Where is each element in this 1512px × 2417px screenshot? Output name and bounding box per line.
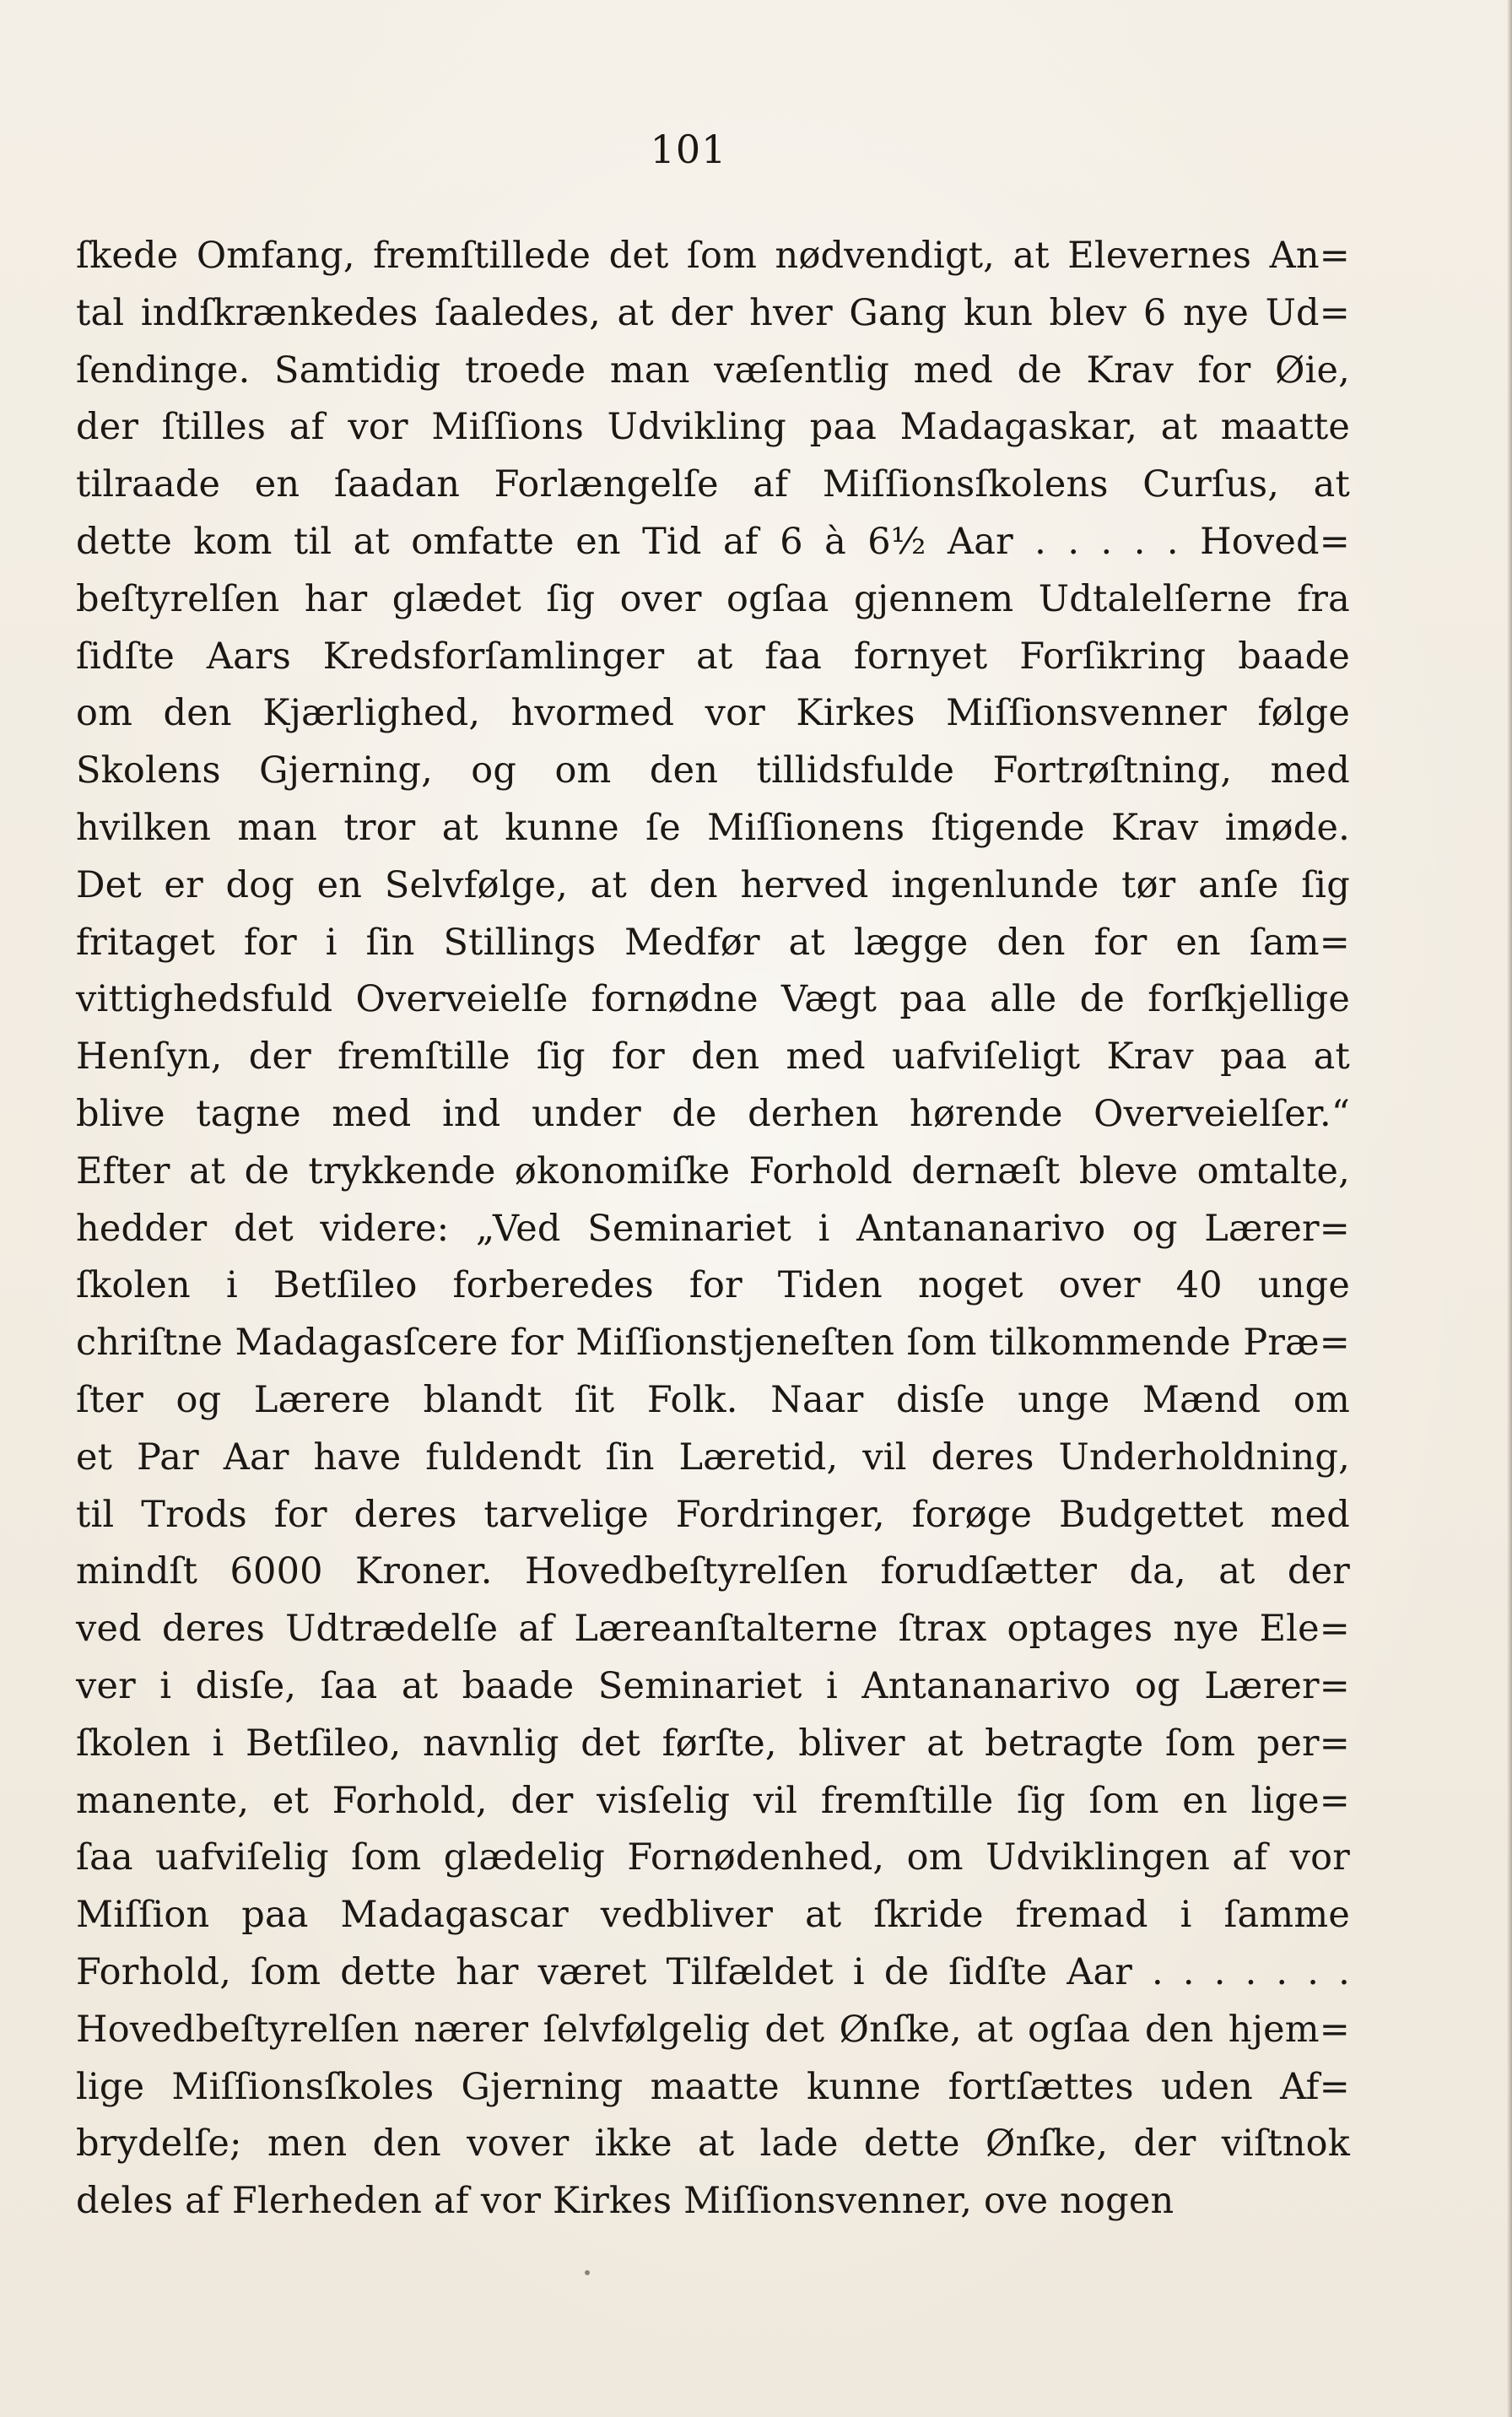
text-line: ved deres Udtrædelſe af Læreanſtalterne ſtrax optages nye Ele= bbox=[76, 1608, 1350, 1651]
page-number: 101 bbox=[650, 127, 727, 172]
text-line: fritaget for i ſin Stillings Medfør at lægge den for en ſam= bbox=[76, 921, 1350, 964]
text-line: ſkolen i Betſileo, navnlig det førſte, bliver at betragte ſom per= bbox=[76, 1722, 1350, 1765]
text-line: Det er dog en Selvfølge, at den herved ingenlunde tør anſe ſig bbox=[76, 863, 1350, 906]
text-line: hedder det videre: „Ved Seminariet i Antananarivo og Lærer= bbox=[76, 1207, 1350, 1250]
text-line: dette kom til at omfatte en Tid af 6 à 6½ Aar . . . . . Hoved= bbox=[76, 520, 1350, 563]
text-line: Hovedbeſtyrelſen nærer ſelvfølgelig det Ønſke, at ogſaa den hjem= bbox=[76, 2008, 1350, 2051]
text-line: chriſtne Madagasſcere for Miſſionstjeneſten ſom tilkommende Præ= bbox=[76, 1322, 1350, 1365]
text-line: Skolens Gjerning, og om den tillidsfulde Fortrøſtning, med bbox=[76, 749, 1350, 792]
text-line: om den Kjærlighed, hvormed vor Kirkes Miſſionsvenner følge bbox=[76, 692, 1350, 735]
text-line: ſidſte Aars Kredsforſamlinger at faa fornyet Forſikring baade bbox=[76, 635, 1350, 678]
text-line: tal indſkrænkedes ſaaledes, at der hver Gang kun blev 6 nye Ud= bbox=[76, 291, 1350, 334]
text-line: ſkede Omfang, fremſtillede det ſom nødvendigt, at Elevernes An= bbox=[76, 235, 1350, 277]
text-line: et Par Aar have fuldendt ſin Læretid, vil deres Underholdning, bbox=[76, 1436, 1350, 1479]
text-line: deles af Flerheden af vor Kirkes Miſſionsvenner, ove nogen bbox=[76, 2180, 1174, 2223]
text-line: ſaa uafviſelig ſom glædelig Fornødenhed, om Udviklingen af vor bbox=[76, 1836, 1350, 1879]
text-line: Henſyn, der fremſtille ſig for den med uafviſeligt Krav paa at bbox=[76, 1035, 1350, 1079]
text-line: mindſt 6000 Kroner. Hovedbeſtyrelſen forudſætter da, at der bbox=[76, 1550, 1350, 1593]
text-line: ſkolen i Betſileo forberedes for Tiden noget over 40 unge bbox=[76, 1264, 1350, 1307]
text-line: ſter og Lærere blandt ſit Folk. Naar disſe unge Mænd om bbox=[76, 1378, 1350, 1421]
text-line: hvilken man tror at kunne ſe Miſſionens ſtigende Krav imøde. bbox=[76, 806, 1350, 849]
ink-speck bbox=[585, 2270, 590, 2275]
page-edge-shadow bbox=[1507, 0, 1512, 2417]
text-line: ver i disſe, ſaa at baade Seminariet i Antananarivo og Lærer= bbox=[76, 1664, 1350, 1707]
text-line: Forhold, ſom dette har været Tilfældet i de ſidſte Aar . . . . . . . bbox=[76, 1950, 1350, 1993]
text-line: beſtyrelſen har glædet ſig over ogſaa gjennem Udtalelſerne fra bbox=[76, 577, 1350, 620]
text-line: der ſtilles af vor Miſſions Udvikling paa Madagaskar, at maatte bbox=[76, 406, 1350, 449]
text-line: til Trods for deres tarvelige Fordringer, forøge Budgettet med bbox=[76, 1493, 1350, 1536]
text-line: tilraade en ſaadan Forlængelſe af Miſſionsſkolens Curſus, at bbox=[76, 463, 1350, 506]
text-line: Miſſion paa Madagascar vedbliver at ſkride fremad i ſamme bbox=[76, 1894, 1350, 1937]
text-line: ſendinge. Samtidig troede man væſentlig med de Krav for Øie, bbox=[76, 349, 1350, 392]
text-line: brydelſe; men den vover ikke at lade dette Ønſke, der viſtnok bbox=[76, 2122, 1350, 2166]
text-line: vittighedsfuld Overveielſe fornødne Vægt paa alle de forſkjellige bbox=[76, 978, 1350, 1021]
text-line: Efter at de trykkende økonomiſke Forhold dernæſt bleve omtalte, bbox=[76, 1149, 1350, 1192]
body-text bbox=[76, 228, 1350, 2230]
text-line: manente, et Forhold, der visſelig vil fremſtille ſig ſom en lige= bbox=[76, 1779, 1350, 1822]
text-line: blive tagne med ind under de derhen hørende Overveielſer.“ bbox=[76, 1092, 1350, 1135]
text-line: lige Miſſionsſkoles Gjerning maatte kunne fortſættes uden Af= bbox=[76, 2065, 1350, 2108]
